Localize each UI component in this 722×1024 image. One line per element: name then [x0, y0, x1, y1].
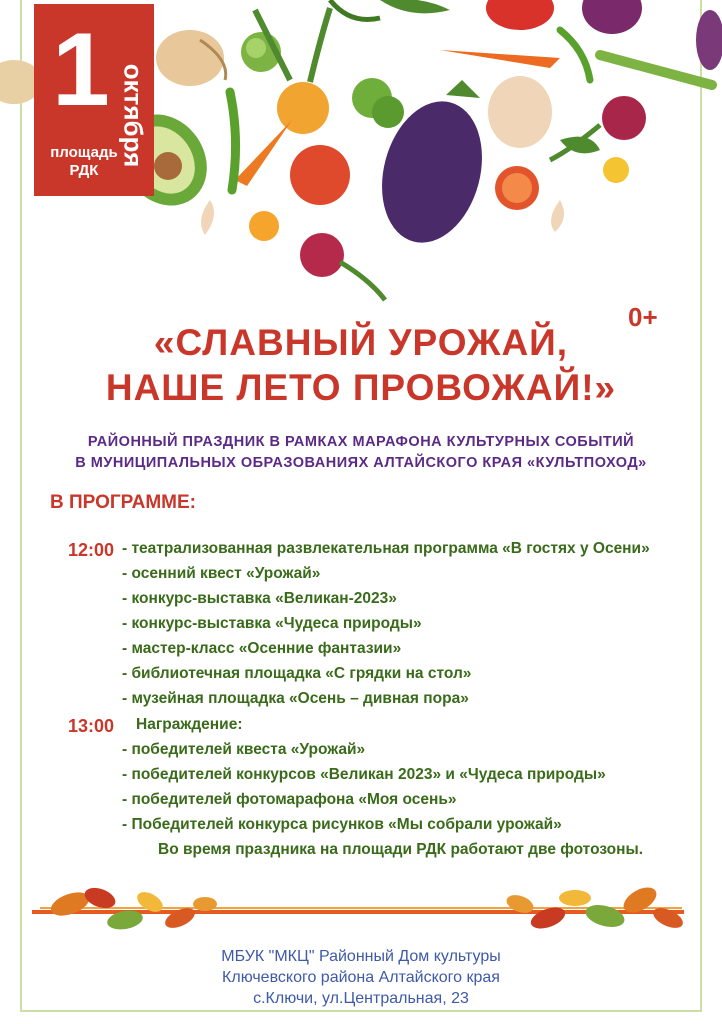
footer-line-2: Ключевского района Алтайского края [222, 969, 500, 986]
red-onion-icon [582, 0, 642, 34]
title-line-2: НАШЕ ЛЕТО ПРОВОЖАЙ!» [105, 367, 617, 408]
asparagus-icon [600, 55, 712, 85]
garlic-icon [488, 76, 552, 148]
event-title [0, 320, 722, 410]
place-line-2: РДК [69, 162, 99, 179]
program-item: - победителей квеста «Урожай» [122, 741, 366, 758]
date-badge [34, 4, 154, 196]
title-line-1: «СЛАВНЫЙ УРОЖАЙ, [153, 322, 569, 363]
program-item: - мастер-класс «Осенние фантазии» [122, 640, 402, 657]
program-item: - победителей фотомарафона «Моя осень» [122, 791, 457, 808]
program-item: - библиотечная площадка «С грядки на стол» [122, 665, 472, 682]
pea-pod-icon [230, 92, 236, 190]
program-item: - победителей конкурсов «Великан 2023» и «Чудеса природы» [122, 766, 606, 783]
footer-line-1: МБУК "МКЦ" Районный Дом культуры [221, 948, 501, 965]
subtitle-line-1: РАЙОННЫЙ ПРАЗДНИК В РАМКАХ МАРАФОНА КУЛЬТУРНЫХ СОБЫТИЙ [87, 434, 635, 450]
time-13: 13:00 [68, 716, 115, 736]
program-item: - театрализованная развлекательная программа «В гостях у Осени» [122, 540, 650, 557]
program-item: - Победителей конкурса рисунков «Мы собрали урожай» [122, 816, 562, 833]
date-month: октября [118, 63, 149, 168]
place-line-1: площадь [50, 144, 118, 161]
radish-icon [602, 96, 646, 140]
date-place [48, 144, 120, 180]
age-rating: 0+ [628, 302, 658, 332]
program-item: - конкурс-выставка «Великан-2023» [122, 590, 397, 607]
subtitle-line-2: В МУНИЦИПАЛЬНЫХ ОБРАЗОВАНИЯХ АЛТАЙСКОГО КРАЯ «КУЛЬТПОХОД» [75, 455, 647, 471]
autumn-leaves-divider [0, 868, 722, 948]
date-day: 1 [52, 12, 107, 128]
footer-line-3: с.Ключи, ул.Центральная, 23 [253, 990, 469, 1007]
tomato-icon [290, 145, 350, 205]
program-item: - осенний квест «Урожай» [122, 565, 321, 582]
carrot-icon [235, 120, 292, 186]
time-12: 12:00 [68, 540, 115, 560]
awards-heading: Награждение: [136, 716, 243, 733]
program-item: - музейная площадка «Осень – дивная пора» [122, 690, 469, 707]
beet-icon [277, 82, 329, 134]
photo-zones-note: Во время праздника на площади РДК работают две фотозоны. [158, 841, 644, 858]
onion-icon [156, 30, 224, 86]
program-item: - конкурс-выставка «Чудеса природы» [122, 615, 422, 632]
leaves-icon [380, 0, 450, 13]
pepper-icon [486, 0, 554, 30]
program-heading: В ПРОГРАММЕ: [50, 492, 197, 513]
organizer-footer [0, 946, 722, 1009]
event-subtitle [0, 432, 722, 474]
